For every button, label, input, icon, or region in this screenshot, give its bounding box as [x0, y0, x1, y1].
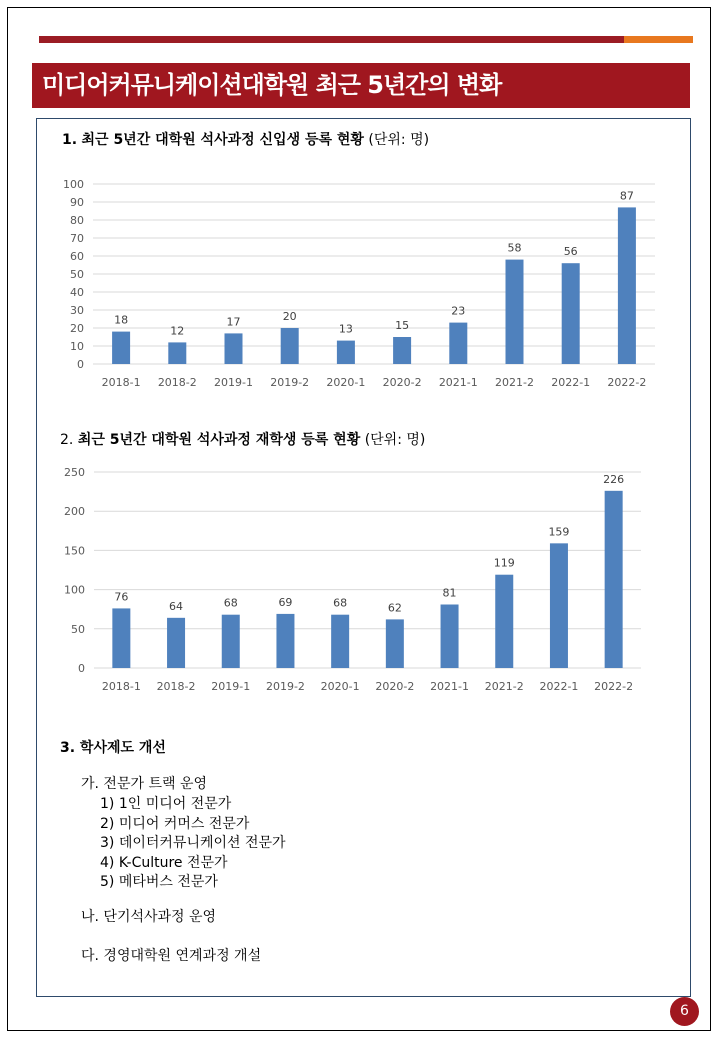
bar [112, 332, 130, 364]
data-label: 68 [223, 596, 238, 610]
data-label: 18 [114, 313, 129, 327]
bar [168, 342, 186, 364]
bar [562, 263, 580, 364]
bar [506, 260, 524, 364]
y-tick-label: 20 [70, 322, 84, 335]
section1-unit: (단위: 명) [368, 132, 430, 148]
x-tick-label: 2018-1 [101, 680, 141, 693]
x-tick-label: 2022-1 [539, 680, 579, 693]
list-item: 2) 미디어 커머스 전문가 [100, 815, 250, 832]
bar [441, 604, 459, 668]
y-tick-label: 60 [70, 250, 84, 263]
page-title: 미디어커뮤니케이션대학원 최근 5년간의 변화 [32, 63, 690, 108]
section2-title: 최근 5년간 대학원 석사과정 재학생 등록 현황 [77, 432, 361, 448]
data-label: 62 [387, 601, 402, 615]
section1-number: 1. [62, 132, 78, 148]
y-tick-label: 90 [70, 196, 84, 209]
data-label: 20 [282, 310, 297, 323]
bar [550, 543, 568, 668]
x-tick-label: 2022-2 [594, 680, 634, 693]
list-item: 3) 데이터커뮤니케이션 전문가 [100, 835, 286, 851]
y-tick-label: 50 [70, 268, 84, 281]
data-label: 17 [226, 315, 241, 329]
x-tick-label: 2021-2 [484, 680, 524, 693]
x-tick-label: 2022-1 [551, 376, 591, 389]
data-label: 87 [619, 189, 634, 203]
y-tick-label: 0 [77, 358, 84, 371]
data-label: 119 [493, 556, 515, 570]
y-tick-label: 100 [64, 583, 85, 597]
y-tick-label: 200 [64, 505, 85, 519]
list-item: 4) K-Culture 전문가 [100, 854, 228, 871]
section2-unit: (단위: 명) [364, 432, 426, 448]
section3-title: 3. 학사제도 개선 [60, 740, 166, 756]
x-tick-label: 2020-1 [326, 376, 366, 389]
x-tick-label: 2019-2 [270, 376, 310, 389]
short-master-item: 나. 단기석사과정 운영 [81, 909, 217, 925]
page-number: 6 [670, 997, 699, 1026]
x-tick-label: 2018-1 [101, 376, 141, 389]
x-tick-label: 2021-1 [438, 376, 478, 389]
x-tick-label: 2020-1 [320, 680, 360, 693]
y-tick-label: 40 [70, 286, 84, 299]
top-accent-bar-red [39, 36, 624, 43]
section2-heading [60, 429, 425, 449]
bar [276, 614, 294, 668]
top-accent-bar-orange [624, 36, 693, 43]
bar [386, 619, 404, 668]
data-label: 15 [395, 319, 410, 332]
expert-track-item: 가. 전문가 트랙 운영 [81, 776, 207, 792]
x-tick-label: 2020-2 [382, 376, 422, 389]
chart-enrolled-students [40, 460, 680, 700]
bar [225, 333, 243, 364]
x-tick-label: 2022-2 [607, 376, 647, 389]
bar [281, 328, 299, 364]
bar [495, 575, 513, 668]
x-tick-label: 2021-2 [495, 376, 534, 389]
business-school-item: 다. 경영대학원 연계과정 개설 [81, 948, 262, 964]
bar [393, 337, 411, 364]
data-label: 81 [442, 586, 457, 600]
x-tick-label: 2021-1 [430, 680, 470, 693]
expert-track-list [100, 795, 286, 893]
x-tick-label: 2018-2 [157, 376, 197, 389]
y-tick-label: 50 [71, 622, 85, 636]
bar [337, 341, 355, 364]
data-label: 23 [451, 304, 466, 318]
section1-title: 최근 5년간 대학원 석사과정 신입생 등록 현황 [81, 132, 364, 148]
bar [112, 608, 130, 668]
data-label: 159 [548, 525, 570, 539]
y-tick-label: 30 [70, 304, 84, 317]
x-tick-label: 2020-2 [375, 680, 415, 693]
y-tick-label: 0 [78, 662, 85, 675]
bar [331, 615, 349, 668]
y-tick-label: 250 [64, 466, 85, 479]
list-item: 5) 메타버스 전문가 [100, 874, 218, 890]
x-tick-label: 2019-1 [214, 376, 253, 389]
data-label: 76 [114, 590, 129, 604]
y-tick-label: 10 [70, 340, 84, 353]
data-label: 68 [333, 596, 348, 610]
x-tick-label: 2018-2 [156, 680, 196, 693]
section1-heading [62, 129, 429, 149]
y-tick-label: 70 [70, 232, 84, 245]
bar [605, 491, 623, 668]
bar [222, 615, 240, 668]
data-label: 226 [603, 472, 625, 486]
data-label: 69 [278, 595, 293, 609]
y-tick-label: 80 [70, 214, 84, 227]
x-tick-label: 2019-2 [265, 680, 305, 693]
bar [167, 618, 185, 668]
data-label: 56 [563, 245, 578, 259]
chart-new-students [40, 170, 680, 400]
bar [618, 207, 636, 364]
list-item: 1) 1인 미디어 전문가 [100, 796, 232, 812]
data-label: 64 [169, 599, 184, 613]
section2-number: 2. [60, 432, 74, 448]
bar [449, 323, 467, 364]
data-label: 13 [338, 322, 353, 336]
x-tick-label: 2019-1 [211, 680, 251, 693]
y-tick-label: 150 [64, 544, 85, 558]
data-label: 58 [507, 241, 522, 255]
y-tick-label: 100 [63, 178, 84, 191]
data-label: 12 [170, 324, 185, 338]
